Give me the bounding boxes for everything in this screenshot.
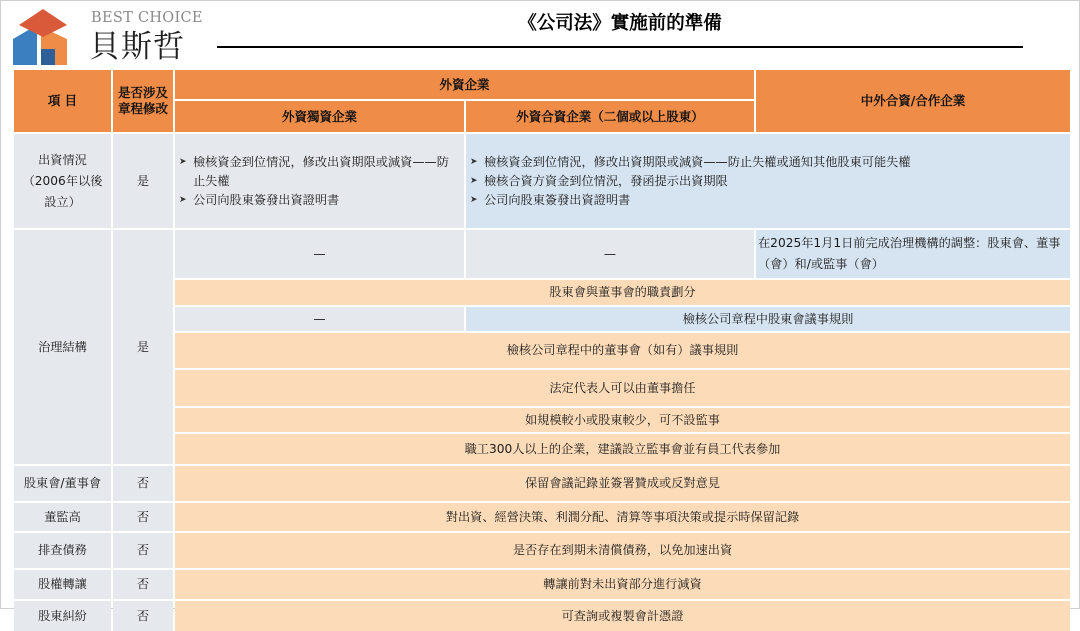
header-wfoe: 外資獨資企業: [175, 101, 464, 132]
governance-wfoe-dash: —: [175, 230, 464, 278]
amend-governance: 是: [113, 230, 173, 464]
amend-transfer: 否: [113, 570, 173, 599]
header-item: 項 目: [14, 70, 111, 132]
governance-jv-note: 在2025年1月1日前完成治理機構的調整：股東會、董事（會）和/或監事（會）: [756, 230, 1070, 278]
row-label-capital: 出資情況（2006年以後設立）: [14, 134, 111, 228]
title-underline: [217, 46, 1023, 48]
logo-mark-icon: [11, 5, 73, 71]
brand-name-en: BEST CHOICE: [91, 10, 203, 26]
page-title: 《公司法》實施前的準備: [518, 13, 722, 34]
list-item: ➤ 檢核資金到位情況，修改出資期限或減資——防止失權或通知其他股東可能失權: [470, 153, 1066, 172]
row-label-shareholder-board: 股東會/董事會: [14, 466, 111, 501]
arrow-bullet-icon: ➤: [179, 194, 187, 205]
amend-dso: 否: [113, 503, 173, 531]
list-item: ➤ 檢核資金到位情況，修改出資期限或減資——防止失權: [179, 154, 449, 188]
amend-dispute: 否: [113, 601, 173, 631]
header-foreign: 外資企業: [175, 70, 754, 99]
governance-shareholder-rules: 檢核公司章程中股東會議事規則: [466, 307, 1070, 331]
row-label-debt: 排查債務: [14, 533, 111, 568]
amend-capital: 是: [113, 134, 173, 228]
amend-debt: 否: [113, 533, 173, 568]
header-multi: 外資合資企業（二個或以上股東）: [466, 101, 754, 132]
amend-shareholder-board: 否: [113, 466, 173, 501]
header-jv: 中外合資/合作企業: [756, 70, 1070, 132]
governance-duties: 股東會與董事會的職責劃分: [175, 280, 1070, 305]
governance-staff-300: 職工300人以上的企業，建議設立監事會並有員工代表參加: [175, 434, 1070, 464]
governance-multi-dash: —: [466, 230, 754, 278]
list-item: ➤ 公司向股東簽發出資證明書: [470, 191, 1066, 210]
brand-logo: [11, 5, 211, 71]
content-dispute: 可查詢或複製會計憑證: [175, 601, 1070, 631]
arrow-bullet-icon: ➤: [470, 156, 478, 167]
list-item: ➤ 檢核合資方資金到位情況，發函提示出資期限: [470, 172, 1066, 191]
list-item: ➤ 公司向股東簽發出資證明書: [179, 191, 460, 210]
content-transfer: 轉讓前對未出資部分進行減資: [175, 570, 1070, 599]
capital-merged-list: [466, 134, 1070, 228]
governance-board-rules: 檢核公司章程中的董事會（如有）議事規則: [175, 333, 1070, 368]
brand-name-zh: 貝斯哲: [89, 29, 185, 65]
capital-wfoe-list: [175, 134, 464, 228]
content-shareholder-board: 保留會議記錄並簽署贊成或反對意見: [175, 466, 1070, 501]
governance-no-supervisor: 如規模較小或股東較少，可不設監事: [175, 408, 1070, 432]
governance-legal-rep: 法定代表人可以由董事擔任: [175, 370, 1070, 406]
content-dso: 對出資、經營決策、利潤分配、清算等事項決策或提示時保留記錄: [175, 503, 1070, 531]
row-label-transfer: 股權轉讓: [14, 570, 111, 599]
governance-wfoe-dash-2: —: [175, 307, 464, 331]
content-debt: 是否存在到期未清償債務，以免加速出資: [175, 533, 1070, 568]
header-amend: 是否涉及章程修改: [113, 70, 173, 132]
row-label-dispute: 股東糾紛: [14, 601, 111, 631]
row-label-governance: 治理結構: [14, 230, 111, 464]
arrow-bullet-icon: ➤: [179, 156, 187, 167]
preparation-table: [14, 70, 1066, 623]
arrow-bullet-icon: ➤: [470, 175, 478, 186]
row-label-dso: 董監高: [14, 503, 111, 531]
arrow-bullet-icon: ➤: [470, 194, 478, 205]
